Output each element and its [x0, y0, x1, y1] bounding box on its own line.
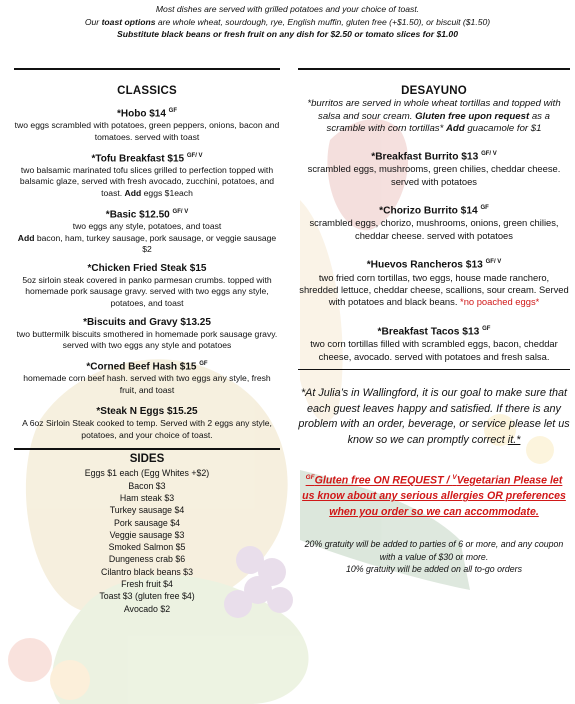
- gf-tag: GF: [199, 360, 208, 367]
- menu-item-hobo: *Hobo $14 $^{GF}$ two eggs scrambled with potatoes, green peppers, onions, bacon and tomatoes. served with toast: [14, 108, 280, 142]
- list-item: Cilantro black beans $3: [101, 566, 193, 577]
- menu-item-chicken-fried-steak: *Chicken Fried Steak $15 5oz sirloin steak covered in panko parmesan crumbs. topped with homemade pork sausage gravy. served with two eggs any style, potatoes, and toast: [22, 262, 272, 308]
- gf-v-tag: GF/ V: [172, 208, 189, 215]
- list-item: Pork sausage $4: [113, 517, 181, 528]
- menu-item-basic: *Basic $12.50 $^{GF/ V}$ two eggs any style, potatoes, and toast Add bacon, ham, turkey sausage, pork sausage, or veggie sausage $2: [17, 208, 277, 255]
- list-item: Dungeness crab $6: [108, 554, 186, 565]
- divider: [14, 68, 280, 70]
- divider: [14, 448, 280, 450]
- no-poached-eggs-note: *no poached eggs*: [457, 296, 540, 308]
- header-line-2: Our toast options are whole wheat, sourdough, rye, English muffin, gluten free (+$1.50), or biscuit ($1.50): [84, 16, 491, 27]
- gf-tag: GF: [482, 325, 491, 332]
- substitute-label: Substitute: [117, 29, 160, 39]
- gratuity-note: 20% gratuity will be added to parties of 6 or more, and any coupon with a value of $30 or more. 10% gratuity will be added on all to-go orders: [304, 539, 564, 574]
- allergy-notice: $^{GF}$Gluten free ON REQUEST / $^V$Vegetarian Please let us know about any serious allergies OR preferences when you order so we can accommodate.: [302, 474, 566, 518]
- list-item: Smoked Salmon $5: [108, 542, 186, 553]
- divider: [298, 369, 570, 370]
- menu-item-steak-n-eggs: *Steak N Eggs $15.25 A 6oz Sirloin Steak cooked to temp. Served with 2 eggs any style, potatoes, and your choice of toast.: [22, 406, 272, 440]
- divider: [298, 68, 570, 70]
- gf-v-tag: GF/ V: [186, 152, 203, 159]
- gf-tag: GF: [480, 204, 489, 211]
- list-item: Ham steak $3: [119, 493, 175, 503]
- guest-satisfaction-note: *At Julia’s in Wallingford, it is our goal to make sure that each guest leaves happy and satisfied. If there is any problem with an order, beverage, or service please let us know so we can promptly correct it.*: [298, 387, 570, 446]
- menu-item-breakfast-tacos: *Breakfast Tacos $13 $^{GF}$ two corn tortillas filled with scrambled eggs, bacon, cheddar cheese, avocado. served with potatoes and fresh salsa.: [310, 325, 558, 362]
- gf-v-tag: GF/ V: [481, 150, 497, 157]
- menu-item-breakfast-burrito: *Breakfast Burrito $13 $^{GF/ V}$ scrambled eggs, mushrooms, green chilies, cheddar cheese. served with potatoes: [307, 150, 561, 187]
- menu-header: [0, 0, 575, 41]
- header-line-1: Most dishes are served with grilled potatoes and your choice of toast.: [155, 4, 420, 14]
- menu-item-corned-beef-hash: *Corned Beef Hash $15 $^{GF}$ homemade corn beef hash. served with two eggs any style, fresh fruit, and toast: [23, 360, 271, 395]
- classics-title: CLASSICS: [117, 85, 177, 97]
- toast-options-label: toast options: [101, 16, 156, 27]
- menu-item-huevos-rancheros: *Huevos Rancheros $13 $^{GF/ V}$ two fried corn tortillas, two eggs, house made ranchero, shredded lettuce, cheddar cheese, scallions, sour cream. Served with potatoes and black beans. *no poached eggs*: [299, 259, 569, 308]
- gf-tag: GF: [168, 108, 178, 114]
- desayuno-intro: *burritos are served in whole wheat tortillas and topped with salsa and sour cream. Gluten free upon request as a scramble with corn tortillas* Add guacamole for $1: [307, 98, 561, 135]
- header-line-3: Substitute black beans or fresh fruit on any dish for $2.50 or tomato slices for $1.00: [117, 29, 458, 39]
- list-item: Bacon $3: [128, 480, 166, 491]
- menu-item-chorizo-burrito: *Chorizo Burrito $14 $^{GF}$ scrambled eggs, chorizo, mushrooms, onions, green chilies, cheddar cheese. served with potatoes: [309, 204, 559, 241]
- right-column: [298, 68, 570, 575]
- list-item: Turkey sausage $4: [109, 505, 185, 516]
- sides-title: SIDES: [129, 453, 165, 466]
- sides-list: [14, 467, 280, 615]
- list-item: Fresh fruit $4: [121, 579, 173, 590]
- menu-item-tofu-breakfast: *Tofu Breakfast $15 $^{GF/ V}$ two balsamic marinated tofu slices grilled to perfection topped with balsamic glaze, served with fresh avocado, zucchini, potatoes, and toast. Add eggs $1each: [19, 152, 275, 199]
- list-item: Veggie sausage $3: [109, 529, 185, 540]
- list-item: Toast $3 (gluten free $4): [99, 591, 195, 602]
- list-item: Eggs $1 each (Egg Whites +$2): [84, 468, 210, 479]
- desayuno-title: DESAYUNO: [401, 85, 467, 97]
- list-item: Avocado $2: [123, 603, 171, 614]
- gf-v-tag: GF/ V: [485, 259, 502, 266]
- left-column: [14, 68, 280, 615]
- menu-item-biscuits-and-gravy: *Biscuits and Gravy $13.25 two buttermilk biscuits smothered in homemade pork sausage gravy. served with two eggs any style and potatoes: [16, 316, 278, 351]
